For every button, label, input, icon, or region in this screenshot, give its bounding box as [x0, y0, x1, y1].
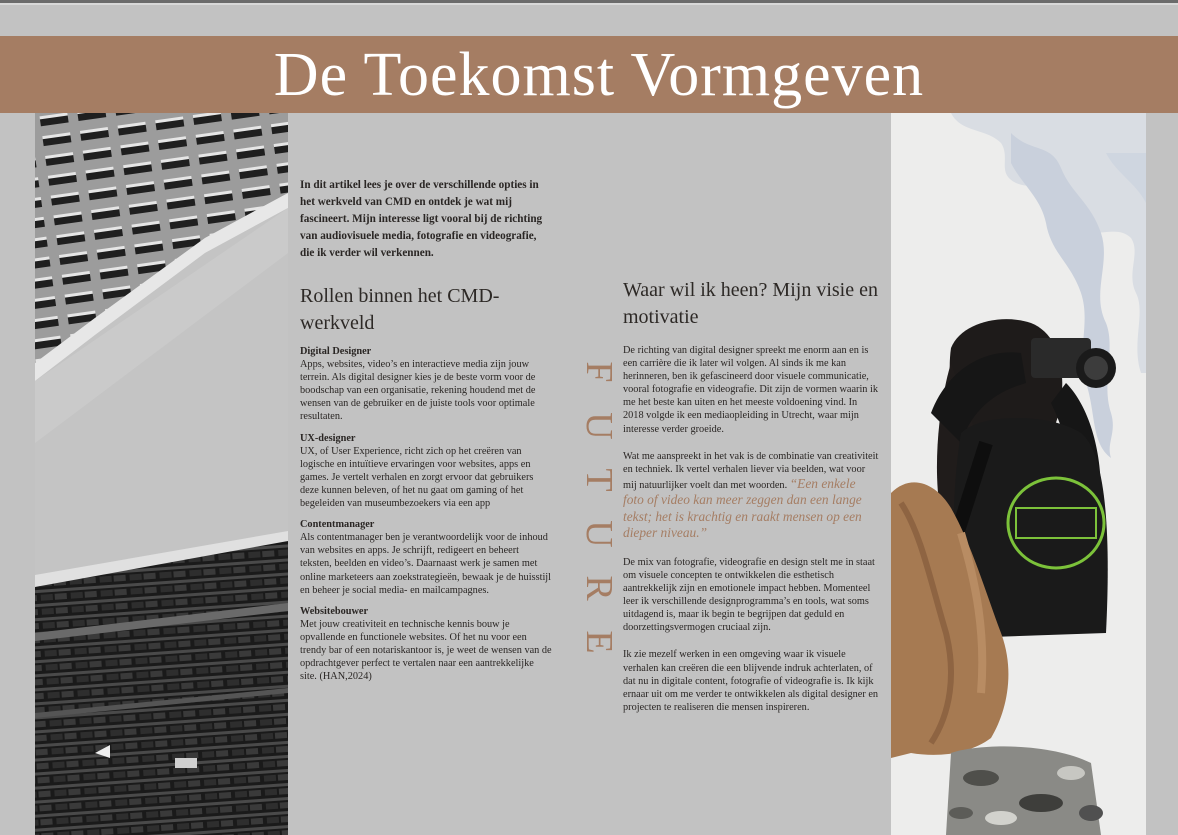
role-ux-designer	[300, 432, 552, 511]
vision-section	[623, 344, 879, 714]
future-letter: T	[578, 468, 620, 492]
pull-quote: “Een enkele foto of video kan meer zeggen dan een lange tekst; het is krachtig en raakt mensen op een dieper niveau.”	[623, 475, 862, 541]
future-letter: U	[578, 520, 620, 548]
vision-paragraph-1: De richting van digital designer spreekt me enorm aan en is een carrière die ik later wil volgen. Al sinds ik me kan herinneren, ben ik gefascineerd door visuele communicatie, vooral fotografie en videografie. Dit zijn de vormen waarin ik me het beste kan uiten en het meeste voldoening vind. In 2018 volgde ik een mediaopleiding in Utrecht, waar mijn interesse verder groeide.	[623, 345, 879, 435]
role-title: UX-designer	[300, 432, 356, 444]
role-text: Met jouw creativiteit en technische kennis bouw je opvallende en functionele websites. Of het nu voor een trendy bar of een notariskantoor is, je weet de wensen van de opdrachtgever perfect te vertalen naar een aantrekkelijke site. (HAN,2024)	[300, 618, 552, 683]
title-banner	[0, 36, 1178, 113]
vision-heading: Waar wil ik heen? Mijn visie en motivatie	[623, 279, 878, 328]
paragraph-gap	[623, 542, 879, 556]
future-letter: F	[578, 361, 620, 383]
roles-section	[300, 345, 552, 691]
future-letter: R	[578, 575, 620, 601]
vision-paragraph-4: Ik zie mezelf werken in een omgeving waar ik visuele verhalen kan creëren die een blijvende indruk achterlaten, of dat nu in digitale content, fotografie of videografie is. Ik kijk ernaar uit om me verder te ontwikkelen als digital designer en projecten te realiseren die mensen inspireren.	[623, 649, 879, 713]
page-title: De Toekomst Vormgeven	[273, 40, 925, 109]
role-title: Contentmanager	[300, 519, 375, 531]
photographer-portrait-image	[891, 113, 1146, 835]
role-title: Websitebouwer	[300, 605, 369, 617]
role-text: Apps, websites, video’s en interactieve media zijn jouw terrein. Als digital designer kies je de beste vorm voor de boodschap van een organisatie, rekening houdend met de wensen van de gebruiker en de juiste tools voor optimale resultaten.	[300, 359, 536, 423]
future-letter: E	[578, 630, 620, 654]
role-text: UX, of User Experience, richt zich op het creëren van logische en intuïtieve ervaringen voor websites, apps en games. Je vertelt verhalen en zorgt ervoor dat gebruikers deze kunnen beleven, of het nu gaat om gaming of het begeleiden van museumbezoekers via een app	[300, 445, 534, 510]
intro-paragraph: In dit artikel lees je over de verschillende opties in het werkveld van CMD en ontdek je wat mij fascineert. Mijn interesse ligt vooral bij de richting van audiovisuele media, fotografie en videografie, die ik verder wil verkennen.	[300, 179, 543, 259]
top-border-highlight	[0, 3, 1178, 5]
photographer-portrait	[891, 113, 1146, 835]
vision-paragraph-2	[623, 450, 879, 542]
role-contentmanager	[300, 518, 552, 597]
role-digital-designer	[300, 345, 552, 424]
future-letter: U	[578, 412, 620, 440]
future-vertical-word	[573, 345, 620, 669]
role-websitebouwer	[300, 605, 552, 684]
architecture-photo	[35, 113, 288, 835]
role-title: Digital Designer	[300, 346, 372, 357]
vision-paragraph-3: De mix van fotografie, videografie en design stelt me in staat om visuele concepten te ontwikkelen die esthetisch aantrekkelijk zijn en emotionele impact hebben. Momenteel leer ik verschillende designprogramma’s en tools, wat soms uitdagend is, maar ik begin te begrijpen dat geduld en doorzettingsvermogen cruciaal zijn.	[623, 556, 875, 634]
role-text: Als contentmanager ben je verantwoordelijk voor de inhoud van websites en apps. Je schrijft, redigeert en beheert teksten, beelden en video’s. Daarnaast werk je samen met online marketeers aan zoekstrategieën, bewaak je de huisstijl en beheer je social media- en mailcampagnes.	[300, 532, 552, 596]
architecture-photo-image	[35, 113, 288, 835]
paragraph-gap	[623, 436, 879, 450]
paragraph-gap	[623, 634, 879, 648]
roles-heading: Rollen binnen het CMD-werkveld	[300, 285, 500, 334]
vision-paragraph-2-text: Wat me aanspreekt in het vak is de combinatie van creativiteit en techniek. Ik vertel verhalen liever via beelden, wat voor mij natuurlijker voelt dan met woorden.	[623, 450, 879, 491]
